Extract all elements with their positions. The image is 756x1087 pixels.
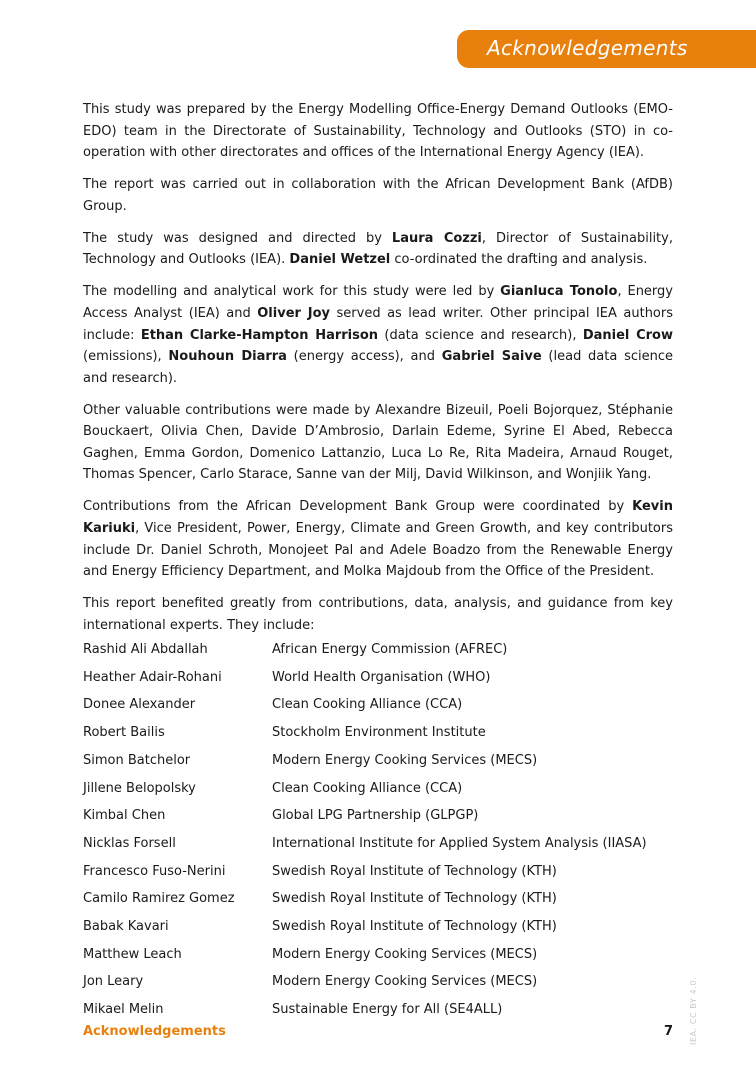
expert-row — [83, 636, 673, 664]
expert-name: Donee Alexander — [83, 697, 196, 713]
section-header-title: Acknowledgements — [487, 36, 688, 60]
expert-name: Robert Bailis — [83, 725, 165, 741]
person-name: Kevin Kariuki — [83, 499, 673, 537]
expert-organisation: Sustainable Energy for All (SE4ALL) — [272, 1002, 503, 1017]
expert-organisation: World Health Organisation (WHO) — [272, 669, 491, 685]
expert-name: Francesco Fuso-Nerini — [83, 863, 226, 879]
expert-organisation: Stockholm Environment Institute — [272, 725, 486, 741]
paragraph-direction: The study was designed and directed by Laura Cozzi, Director of Sustainability, Technology and Outlooks (IEA). Daniel Wetzel co-ordinated the drafting and analysis. — [83, 230, 673, 268]
expert-row — [83, 913, 673, 941]
expert-organisation: Clean Cooking Alliance (CCA) — [272, 697, 463, 713]
section-header-tab — [457, 30, 756, 68]
expert-name: Babak Kavari — [83, 918, 169, 934]
person-name: Gabriel Saive — [441, 349, 542, 365]
expert-name: Rashid Ali Abdallah — [83, 642, 208, 658]
expert-organisation: Swedish Royal Institute of Technology (KTH) — [272, 891, 557, 907]
expert-organisation: Modern Energy Cooking Services (MECS) — [272, 946, 538, 962]
expert-row — [83, 968, 673, 996]
page-number: 7 — [664, 1024, 674, 1039]
expert-row — [83, 747, 673, 775]
experts-list — [83, 636, 673, 1024]
expert-name: Kimbal Chen — [83, 808, 166, 824]
paragraph-afdb: Contributions from the African Development Bank Group were coordinated by Kevin Kariuki, Vice President, Power, Energy, Climate and Green Growth, and key contributors include Dr. Daniel Schroth, Monojeet Pal and Adele Boadzo from the Renewable Energy and Energy Efficiency Department, and Molka Majdoub from the Office of the President. — [83, 499, 673, 580]
expert-row — [83, 885, 673, 913]
expert-organisation: African Energy Commission (AFREC) — [272, 642, 508, 658]
expert-organisation: International Institute for Applied System Analysis (IIASA) — [272, 835, 647, 851]
paragraph-collaboration: The report was carried out in collaboration with the African Development Bank (AfDB) Group. — [83, 177, 673, 214]
expert-name: Simon Batchelor — [83, 752, 191, 768]
expert-row — [83, 996, 673, 1024]
expert-row — [83, 858, 673, 886]
person-name: Gianluca Tonolo — [500, 284, 618, 300]
expert-organisation: Clean Cooking Alliance (CCA) — [272, 780, 463, 796]
expert-name: Nicklas Forsell — [83, 835, 176, 851]
person-name: Laura Cozzi — [391, 230, 482, 246]
person-name: Oliver Joy — [257, 305, 331, 321]
paragraph-contributors: Other valuable contributions were made by Alexandre Bizeuil, Poeli Bojorquez, Stéphanie Bouckaert, Olivia Chen, Davide D’Ambrosio, Darlain Edeme, Syrine El Abed, Rebecca Gaghen, Emma Gordon, Domenico Lattanzio, Luca Lo Re, Rita Madeira, Arnaud Rouget, Thomas Spencer, Carlo Starace, Sanne van der Milj, David Wilkinson, and Wonjiik Yang. — [83, 402, 673, 483]
expert-row — [83, 719, 673, 747]
expert-name: Jon Leary — [83, 974, 144, 990]
expert-name: Mikael Melin — [83, 1002, 164, 1017]
footer-section-title: Acknowledgements — [83, 1024, 226, 1039]
person-name: Daniel Wetzel — [289, 252, 391, 268]
expert-organisation: Swedish Royal Institute of Technology (KTH) — [272, 863, 557, 879]
expert-row — [83, 691, 673, 719]
expert-name: Camilo Ramirez Gomez — [83, 891, 235, 907]
expert-row — [83, 774, 673, 802]
person-name: Daniel Crow — [582, 327, 673, 343]
expert-organisation: Modern Energy Cooking Services (MECS) — [272, 752, 538, 768]
expert-row — [83, 664, 673, 692]
expert-name: Matthew Leach — [83, 946, 182, 962]
expert-organisation: Swedish Royal Institute of Technology (KTH) — [272, 918, 557, 934]
expert-row — [83, 802, 673, 830]
paragraph-experts-intro: This report benefited greatly from contributions, data, analysis, and guidance from key international experts. They include: — [83, 596, 673, 633]
expert-organisation: Global LPG Partnership (GLPGP) — [272, 808, 479, 824]
expert-row — [83, 941, 673, 969]
paragraph-intro: This study was prepared by the Energy Modelling Office-Energy Demand Outlooks (EMO-EDO) team in the Directorate of Sustainability, Technology and Outlooks (STO) in co-operation with other directorates and offices of the International Energy Agency (IEA). — [83, 102, 673, 161]
expert-name: Jillene Belopolsky — [83, 780, 196, 796]
person-name: Nouhoun Diarra — [168, 349, 287, 365]
page-body — [83, 99, 673, 1024]
person-name: Ethan Clarke-Hampton Harrison — [140, 327, 379, 343]
license-watermark: IEA. CC BY 4.0. — [689, 976, 698, 1045]
expert-row — [83, 830, 673, 858]
expert-organisation: Modern Energy Cooking Services (MECS) — [272, 974, 538, 990]
paragraph-authors: The modelling and analytical work for this study were led by Gianluca Tonolo, Energy Access Analyst (IEA) and Oliver Joy served as lead writer. Other principal IEA authors include: Ethan Clarke-Hampton Harrison (data science and research), Daniel Crow (emissions), Nouhoun Diarra (energy access), and Gabriel Saive (lead data science and research). — [83, 284, 674, 386]
expert-name: Heather Adair-Rohani — [83, 669, 222, 685]
